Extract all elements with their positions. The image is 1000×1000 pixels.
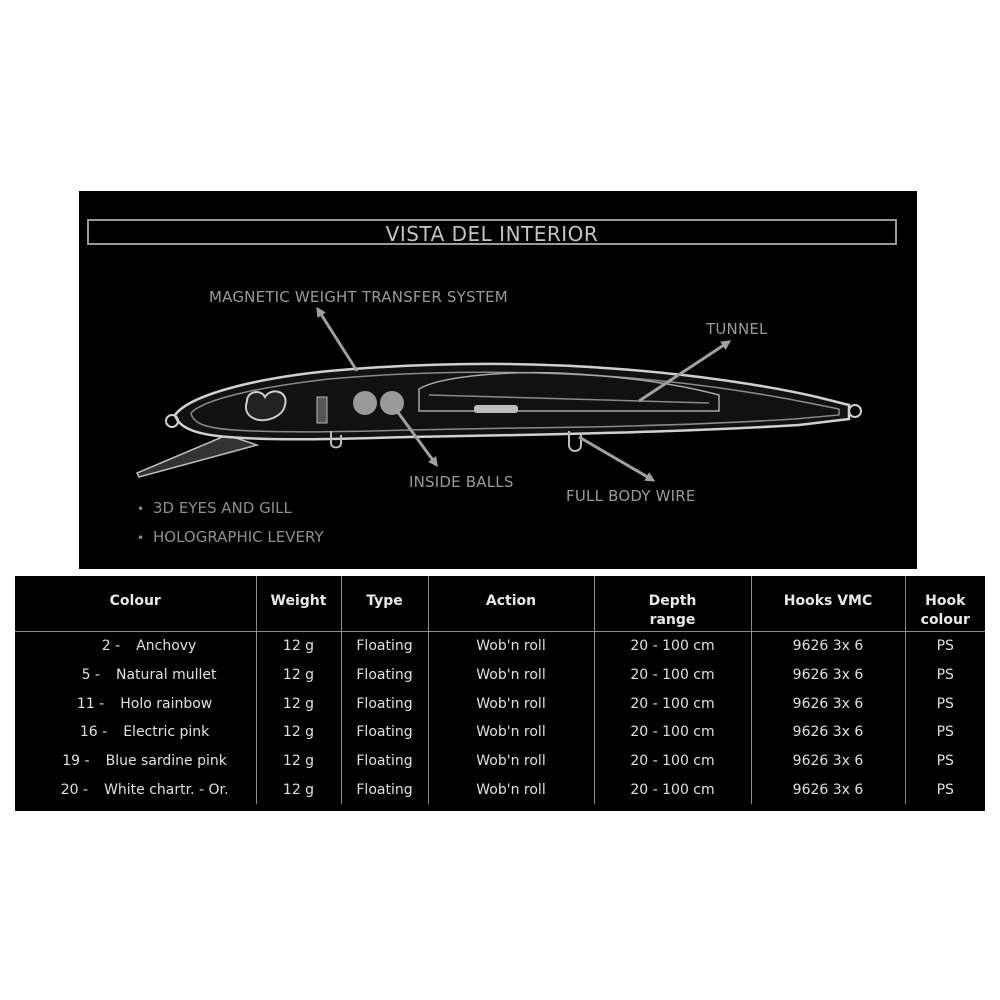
colour-name: Natural mullet [116,667,217,684]
hook-colour-cell: PS [905,747,985,776]
hooks-cell: 9626 3x 6 [751,775,905,804]
hook-colour-cell: PS [905,661,985,690]
header-weight: Weight [256,576,341,632]
callout-tunnel: TUNNEL [706,320,768,338]
type-cell: Floating [341,775,428,804]
tail-eye [849,405,861,417]
magnetic-weight [474,405,518,413]
callout-full-body-wire: FULL BODY WIRE [566,487,696,505]
hooks-cell: 9626 3x 6 [751,661,905,690]
colour-cell [15,718,256,747]
gill-plate [317,397,327,423]
feature-list [137,499,324,557]
type-cell: Floating [341,689,428,718]
depth-cell: 20 - 100 cm [594,632,751,661]
colour-cell [15,689,256,718]
action-cell: Wob'n roll [428,775,594,804]
colour-number: 20 - [60,781,89,798]
header-hook-colour [905,576,985,632]
colour-cell [15,747,256,776]
action-cell: Wob'n roll [428,661,594,690]
lure-lip [137,435,257,477]
diagram-title: VISTA DEL INTERIOR [385,222,599,246]
arrow-full-body-wire [579,437,651,479]
spec-table-panel [15,576,985,811]
table-row [15,632,985,661]
type-cell: Floating [341,747,428,776]
colour-cell [15,661,256,690]
colour-number: 5 - [81,667,100,684]
arrow-magnetic [319,311,357,371]
action-cell: Wob'n roll [428,689,594,718]
header-colour: Colour [15,576,256,632]
colour-cell [15,632,256,661]
weight-cell: 12 g [256,747,341,776]
colour-name: Holo rainbow [120,695,213,712]
spec-table [15,576,985,804]
header-hooks: Hooks VMC [751,576,905,632]
depth-cell: 20 - 100 cm [594,689,751,718]
inside-ball-2 [380,391,404,415]
table-row [15,661,985,690]
feature-item [137,528,324,557]
weight-cell: 12 g [256,661,341,690]
depth-cell: 20 - 100 cm [594,747,751,776]
type-cell: Floating [341,661,428,690]
callout-magnetic-weight: MAGNETIC WEIGHT TRANSFER SYSTEM [209,288,508,306]
action-cell: Wob'n roll [428,747,594,776]
action-cell: Wob'n roll [428,718,594,747]
weight-cell: 12 g [256,775,341,804]
colour-number: 11 - [76,695,105,712]
header-type: Type [341,576,428,632]
hook-colour-cell: PS [905,632,985,661]
header-hook-colour-line2: colour [920,612,970,628]
header-action: Action [428,576,594,632]
inside-ball-1 [353,391,377,415]
type-cell: Floating [341,718,428,747]
table-row [15,689,985,718]
depth-cell: 20 - 100 cm [594,775,751,804]
colour-name: White chartr. - Or. [104,781,229,798]
table-row [15,718,985,747]
hooks-cell: 9626 3x 6 [751,632,905,661]
header-hook-colour-line1: Hook [925,593,966,609]
table-row [15,747,985,776]
colour-name: Electric pink [123,724,210,741]
action-cell: Wob'n roll [428,632,594,661]
table-row [15,775,985,804]
header-depth [594,576,751,632]
feature-label: 3D EYES AND GILL [153,499,292,517]
feature-label: HOLOGRAPHIC LEVERY [153,528,324,546]
hooks-cell: 9626 3x 6 [751,747,905,776]
hook-colour-cell: PS [905,775,985,804]
hooks-cell: 9626 3x 6 [751,718,905,747]
table-header-row [15,576,985,632]
bullet-icon: • [137,531,145,545]
depth-cell: 20 - 100 cm [594,718,751,747]
feature-item [137,499,324,528]
hook-colour-cell: PS [905,718,985,747]
line-tie-eye [166,415,178,427]
header-depth-line2: range [649,612,696,628]
colour-number: 16 - [79,724,108,741]
colour-cell [15,775,256,804]
header-depth-line1: Depth [648,593,697,609]
bullet-icon: • [137,502,145,516]
weight-cell: 12 g [256,718,341,747]
type-cell: Floating [341,632,428,661]
colour-name: Anchovy [136,638,197,655]
weight-cell: 12 g [256,689,341,718]
colour-name: Blue sardine pink [105,753,227,770]
hook-colour-cell: PS [905,689,985,718]
weight-cell: 12 g [256,632,341,661]
colour-number: 2 - [101,638,121,655]
lure-diagram-panel [79,191,917,569]
hooks-cell: 9626 3x 6 [751,689,905,718]
depth-cell: 20 - 100 cm [594,661,751,690]
colour-number: 19 - [62,753,90,770]
callout-inside-balls: INSIDE BALLS [409,473,514,491]
